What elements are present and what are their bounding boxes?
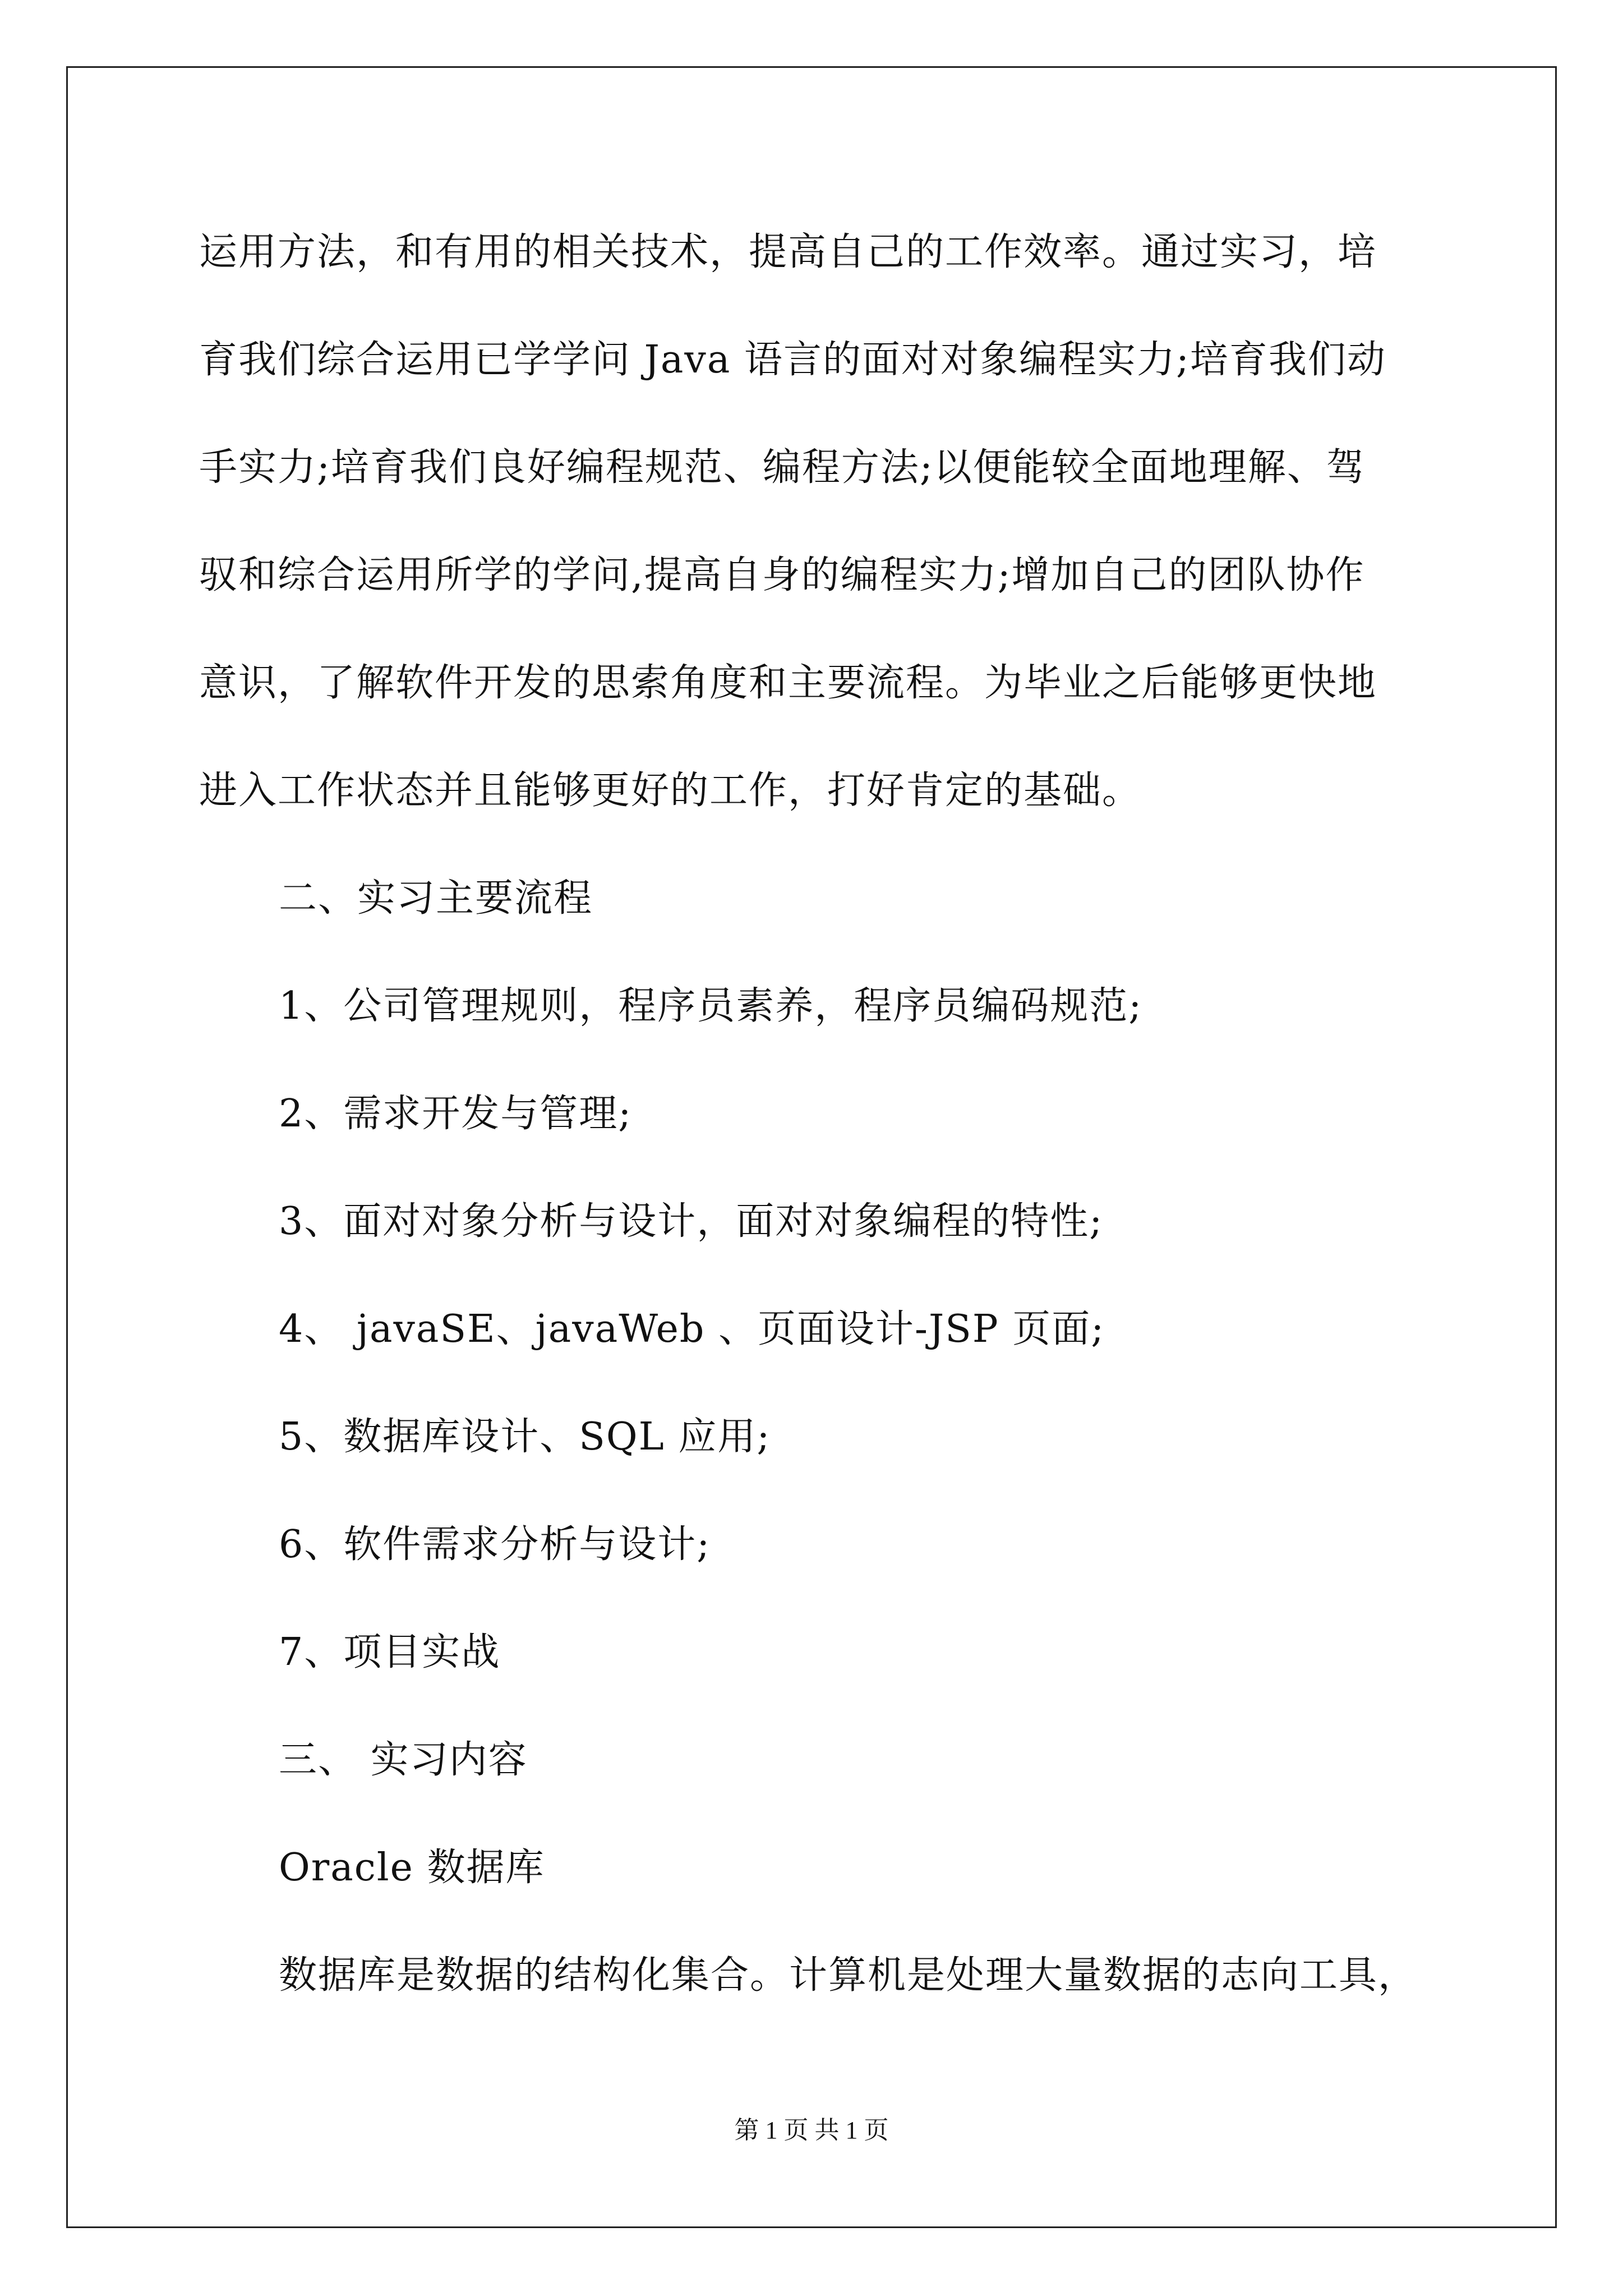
- paragraph-line: 驭和综合运用所学的学问,提高自身的编程实力;增加自己的团队协作: [199, 553, 1365, 597]
- list-item: 3、面对对象分析与设计，面对对象编程的特性;: [279, 1199, 1104, 1244]
- list-item: 2、需求开发与管理;: [279, 1092, 633, 1136]
- list-item: 1、公司管理规则，程序员素养，程序员编码规范;: [279, 984, 1143, 1028]
- list-item: 5、数据库设计、SQL 应用;: [279, 1415, 771, 1459]
- page-border: [66, 66, 1557, 2228]
- list-item: 4、 javaSE、javaWeb 、页面设计-JSP 页面;: [279, 1307, 1105, 1351]
- section-heading-content: 三、 实习内容: [279, 1738, 528, 1782]
- paragraph-line: 运用方法，和有用的相关技术，提高自己的工作效率。通过实习，培: [199, 230, 1377, 274]
- paragraph-line: 数据库是数据的结构化集合。计算机是处理大量数据的志向工具，: [279, 1953, 1418, 1998]
- page-footer: 第 1 页 共 1 页: [734, 2116, 889, 2144]
- paragraph-line: 意识，了解软件开发的思索角度和主要流程。为毕业之后能够更快地: [199, 661, 1377, 705]
- list-item: 7、项目实战: [279, 1630, 501, 1674]
- paragraph-line: 育我们综合运用已学学问 Java 语言的面对对象编程实力;培育我们动: [199, 338, 1386, 382]
- paragraph-line: 进入工作状态并且能够更好的工作，打好肯定的基础。: [199, 769, 1142, 813]
- list-item: 6、软件需求分析与设计;: [279, 1522, 711, 1567]
- section-heading-process: 二、实习主要流程: [279, 876, 593, 921]
- subheading-oracle: Oracle 数据库: [279, 1846, 545, 1890]
- paragraph-line: 手实力;培育我们良好编程规范、编程方法;以便能较全面地理解、驾: [199, 445, 1366, 490]
